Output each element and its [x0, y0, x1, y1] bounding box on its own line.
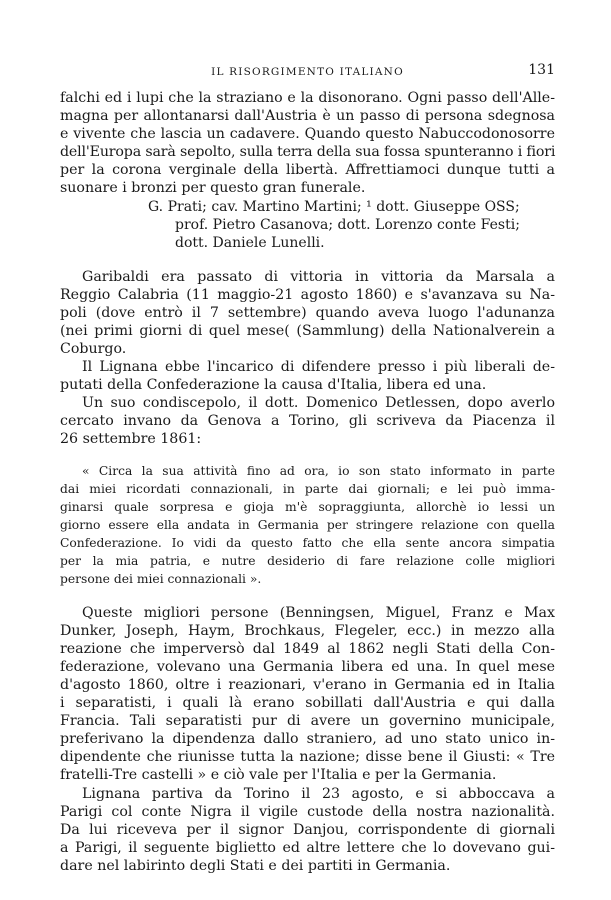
- text-line: cercato invano da Genova a Torino, gli scriveva da Piacenza il: [60, 413, 555, 429]
- quote-line: dai miei ricordati connazionali, in parte dai giornali; e lei può imma-: [60, 482, 555, 496]
- text-line: falchi ed i lupi che la straziano e la disonorano. Ogni passo dell'Alle-: [60, 90, 555, 106]
- text-line: federazione, volevano una Germania libera ed una. In quel mese: [60, 659, 555, 675]
- text-line: i separatisti, i quali là erano sobillati dall'Austria e qui dalla: [60, 695, 555, 711]
- quote-line: ginarsi quale sorpresa e gioja m'è sopraggiunta, allorchè io lessi un: [60, 500, 555, 514]
- page-number: 131: [528, 62, 555, 78]
- text-line: reazione che imperversò dal 1849 al 1862 negli Stati della Con-: [60, 641, 555, 657]
- text-line: 26 settembre 1861:: [60, 431, 202, 447]
- quote-line: giorno essere ella andata in Germania per stringere relazione con quella: [60, 518, 555, 532]
- text-line: fratelli-Tre castelli » e ciò vale per l'Italia e per la Germania.: [60, 767, 497, 783]
- text-line: Parigi col conte Nigra il vigile custode della nostra nazionalità.: [60, 804, 555, 820]
- page-header: [60, 62, 555, 82]
- text-line: d'agosto 1860, oltre i reazionari, v'erano in Germania ed in Italia: [60, 677, 555, 693]
- text-line: Lignana partiva da Torino il 23 agosto, e si abboccava a: [82, 786, 555, 802]
- text-line: e vivente che lascia un cadavere. Quando questo Nabuccodonosorre: [60, 126, 555, 142]
- quote-line: per la mia patria, e nutre desiderio di fare relazione colle migliori: [60, 554, 555, 568]
- running-title: IL RISORGIMENTO ITALIANO: [211, 66, 404, 78]
- text-line: dell'Europa sarà sepolto, sulla terra della sua fossa spunteranno i fiori: [60, 144, 556, 160]
- quote-line: persone dei miei connazionali ».: [60, 572, 262, 586]
- text-line: Francia. Tali separatisti pur di avere un governino municipale,: [60, 713, 555, 729]
- text-line: Reggio Calabria (11 maggio-21 agosto 1860) e s'avanzava su Na-: [60, 287, 555, 303]
- signature-line: prof. Pietro Casanova; dott. Lorenzo conte Festi;: [175, 217, 520, 233]
- text-line: preferivano la dipendenza dallo straniero, ad uno stato unico in-: [60, 731, 555, 747]
- quote-line: Confederazione. Io vidi da questo fatto che ella sente ancora simpatia: [60, 536, 555, 550]
- text-line: suonare i bronzi per questo gran funerale.: [60, 180, 366, 196]
- text-line: (nei primi giorni di quel mese( (Sammlung) della Nationalverein a: [60, 323, 555, 339]
- text-line: per la corona verginale della libertà. Affrettiamoci dunque tutti a: [60, 162, 555, 178]
- text-line: poli (dove entrò il 7 settembre) quando aveva luogo l'adunanza: [60, 305, 555, 321]
- quote-line: « Circa la sua attività fino ad ora, io son stato informato in parte: [82, 464, 555, 478]
- text-line: a Parigi, il seguente biglietto ed altre lettere che lo dovevano gui-: [60, 840, 555, 856]
- text-line: Coburgo.: [60, 341, 127, 357]
- signature-line: dott. Daniele Lunelli.: [175, 235, 325, 251]
- text-line: Da lui riceveva per il signor Danjou, corrispondente di giornali: [60, 822, 555, 838]
- text-line: Garibaldi era passato di vittoria in vittoria da Marsala a: [82, 269, 555, 285]
- text-line: Il Lignana ebbe l'incarico di difendere presso i più liberali de-: [82, 359, 555, 375]
- text-line: dipendente che riunisse tutta la nazione; disse bene il Giusti: « Tre: [60, 749, 555, 765]
- text-line: putati della Confederazione la causa d'Italia, libera ed una.: [60, 377, 487, 393]
- text-line: magna per allontanarsi dall'Austria è un passo di persona sdegnosa: [60, 108, 555, 124]
- text-line: dare nel labirinto degli Stati e dei partiti in Germania.: [60, 858, 451, 874]
- text-line: Dunker, Joseph, Haym, Brochkaus, Flegeler, ecc.) in mezzo alla: [60, 623, 555, 639]
- signature-line: G. Prati; cav. Martino Martini; ¹ dott. Giuseppe OSS;: [148, 199, 520, 215]
- text-line: Queste migliori persone (Benningsen, Miguel, Franz e Max: [82, 605, 555, 621]
- text-line: Un suo condiscepolo, il dott. Domenico Detlessen, dopo averlo: [82, 395, 555, 411]
